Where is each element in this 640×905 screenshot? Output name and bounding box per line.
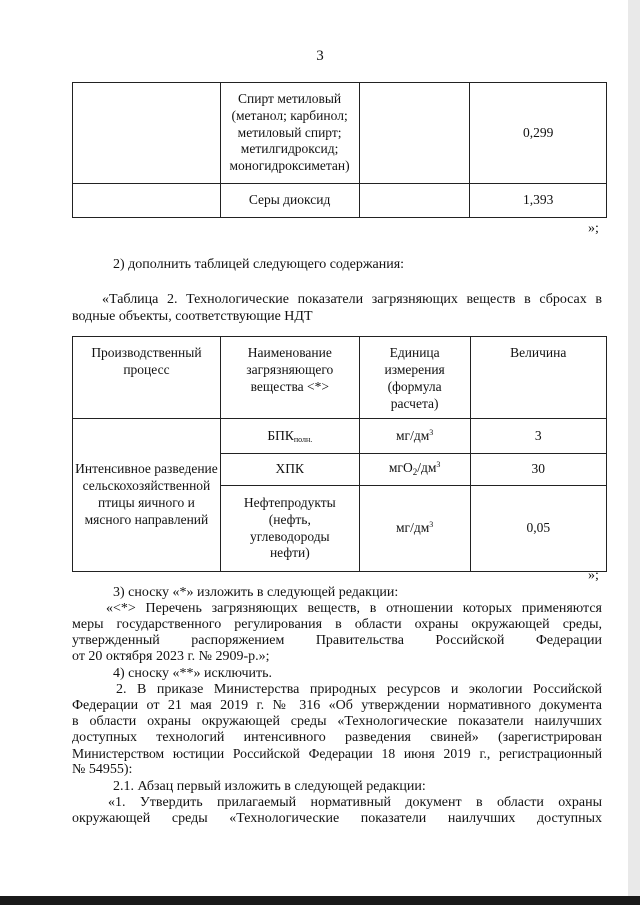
value-cell: 30: [470, 454, 606, 486]
header-unit: Единица измерения (формула расчета): [359, 337, 470, 419]
header-value: Величина: [470, 337, 606, 419]
header-substance: Наименование загрязняющего вещества <*>: [220, 337, 359, 419]
scan-edge: [628, 0, 640, 905]
paragraph-line: утвержденный распоряжением Правительства Российской Федерации: [72, 633, 602, 648]
paragraph: 2.1. Абзац первый изложить в следующей редакции:: [113, 779, 426, 794]
table-row: [73, 184, 607, 218]
paragraph-line: от 20 октября 2023 г. № 2909-р.»;: [72, 649, 270, 664]
substance-cell: Спирт метиловый (метанол; карбинол; метиловый спирт; метилгидроксид; моногидроксиметан): [220, 83, 359, 184]
paragraph-line: 2. В приказе Министерства природных ресурсов и экологии Российской: [116, 682, 602, 697]
paragraph-line: доступных технологий интенсивного разведения свиней» (зарегистрирован: [72, 730, 602, 745]
value-cell: 3: [470, 419, 606, 454]
paragraph-line: в области охраны окружающей среды «Технологические показатели наилучших: [72, 714, 602, 729]
paragraph-line: Министерством юстиции Российской Федерации 18 июня 2019 г., регистрационный: [72, 746, 602, 761]
paragraph-line: окружающей среды «Технологические показатели наилучших доступных: [72, 811, 602, 826]
paragraph: 4) сноску «**» исключить.: [113, 666, 272, 681]
table2-caption: «Таблица 2. Технологические показатели загрязняющих веществ в сбросах в водные объекты, соответствующие НДТ: [72, 292, 602, 324]
item-2: 2) дополнить таблицей следующего содержания:: [113, 257, 405, 272]
table-row: [73, 419, 607, 454]
paragraph: 3) сноску «*» изложить в следующей редакции:: [113, 585, 399, 600]
process-cell: Интенсивное разведение сельскохозяйственной птицы яичного и мясного направлений: [73, 419, 221, 572]
table2-close-quote: »;: [588, 568, 599, 583]
indicators-table: [72, 336, 607, 572]
paragraph-line: меры государственного регулирования в области охраны окружающей среды,: [72, 617, 602, 632]
table-row: [73, 83, 607, 184]
value-cell: 1,393: [470, 184, 607, 218]
unit-cell: $мгО_2/дм^3$: [359, 454, 470, 486]
header-process: Производственный процесс: [73, 337, 221, 419]
substance-cell: Серы диоксид: [220, 184, 359, 218]
unit-cell: $мг/дм^3$: [359, 486, 470, 572]
table-header-row: [73, 337, 607, 419]
paragraph-line: «1. Утвердить прилагаемый нормативный документ в области охраны: [108, 795, 602, 810]
paragraph-line: Федерации от 21 мая 2019 г. № 316 «Об утверждении нормативного документа: [72, 698, 602, 713]
substance-cell: Нефтепродукты (нефть, углеводороды нефти): [220, 486, 359, 572]
value-cell: 0,05: [470, 486, 606, 572]
paragraph-line: «<*> Перечень загрязняющих веществ, в отношении которых применяются: [106, 601, 602, 616]
table1-close-quote: »;: [588, 221, 599, 236]
unit-cell: $мг/дм^3$: [359, 419, 470, 454]
emissions-table-continuation: [72, 82, 607, 218]
substance-cell: ХПК: [220, 454, 359, 486]
scan-bottom-edge: [0, 896, 640, 905]
paragraph-line: № 54955):: [72, 762, 133, 777]
page-number: 3: [316, 48, 324, 64]
substance-cell: $БПК_{полн.}$: [220, 419, 359, 454]
value-cell: 0,299: [470, 83, 607, 184]
